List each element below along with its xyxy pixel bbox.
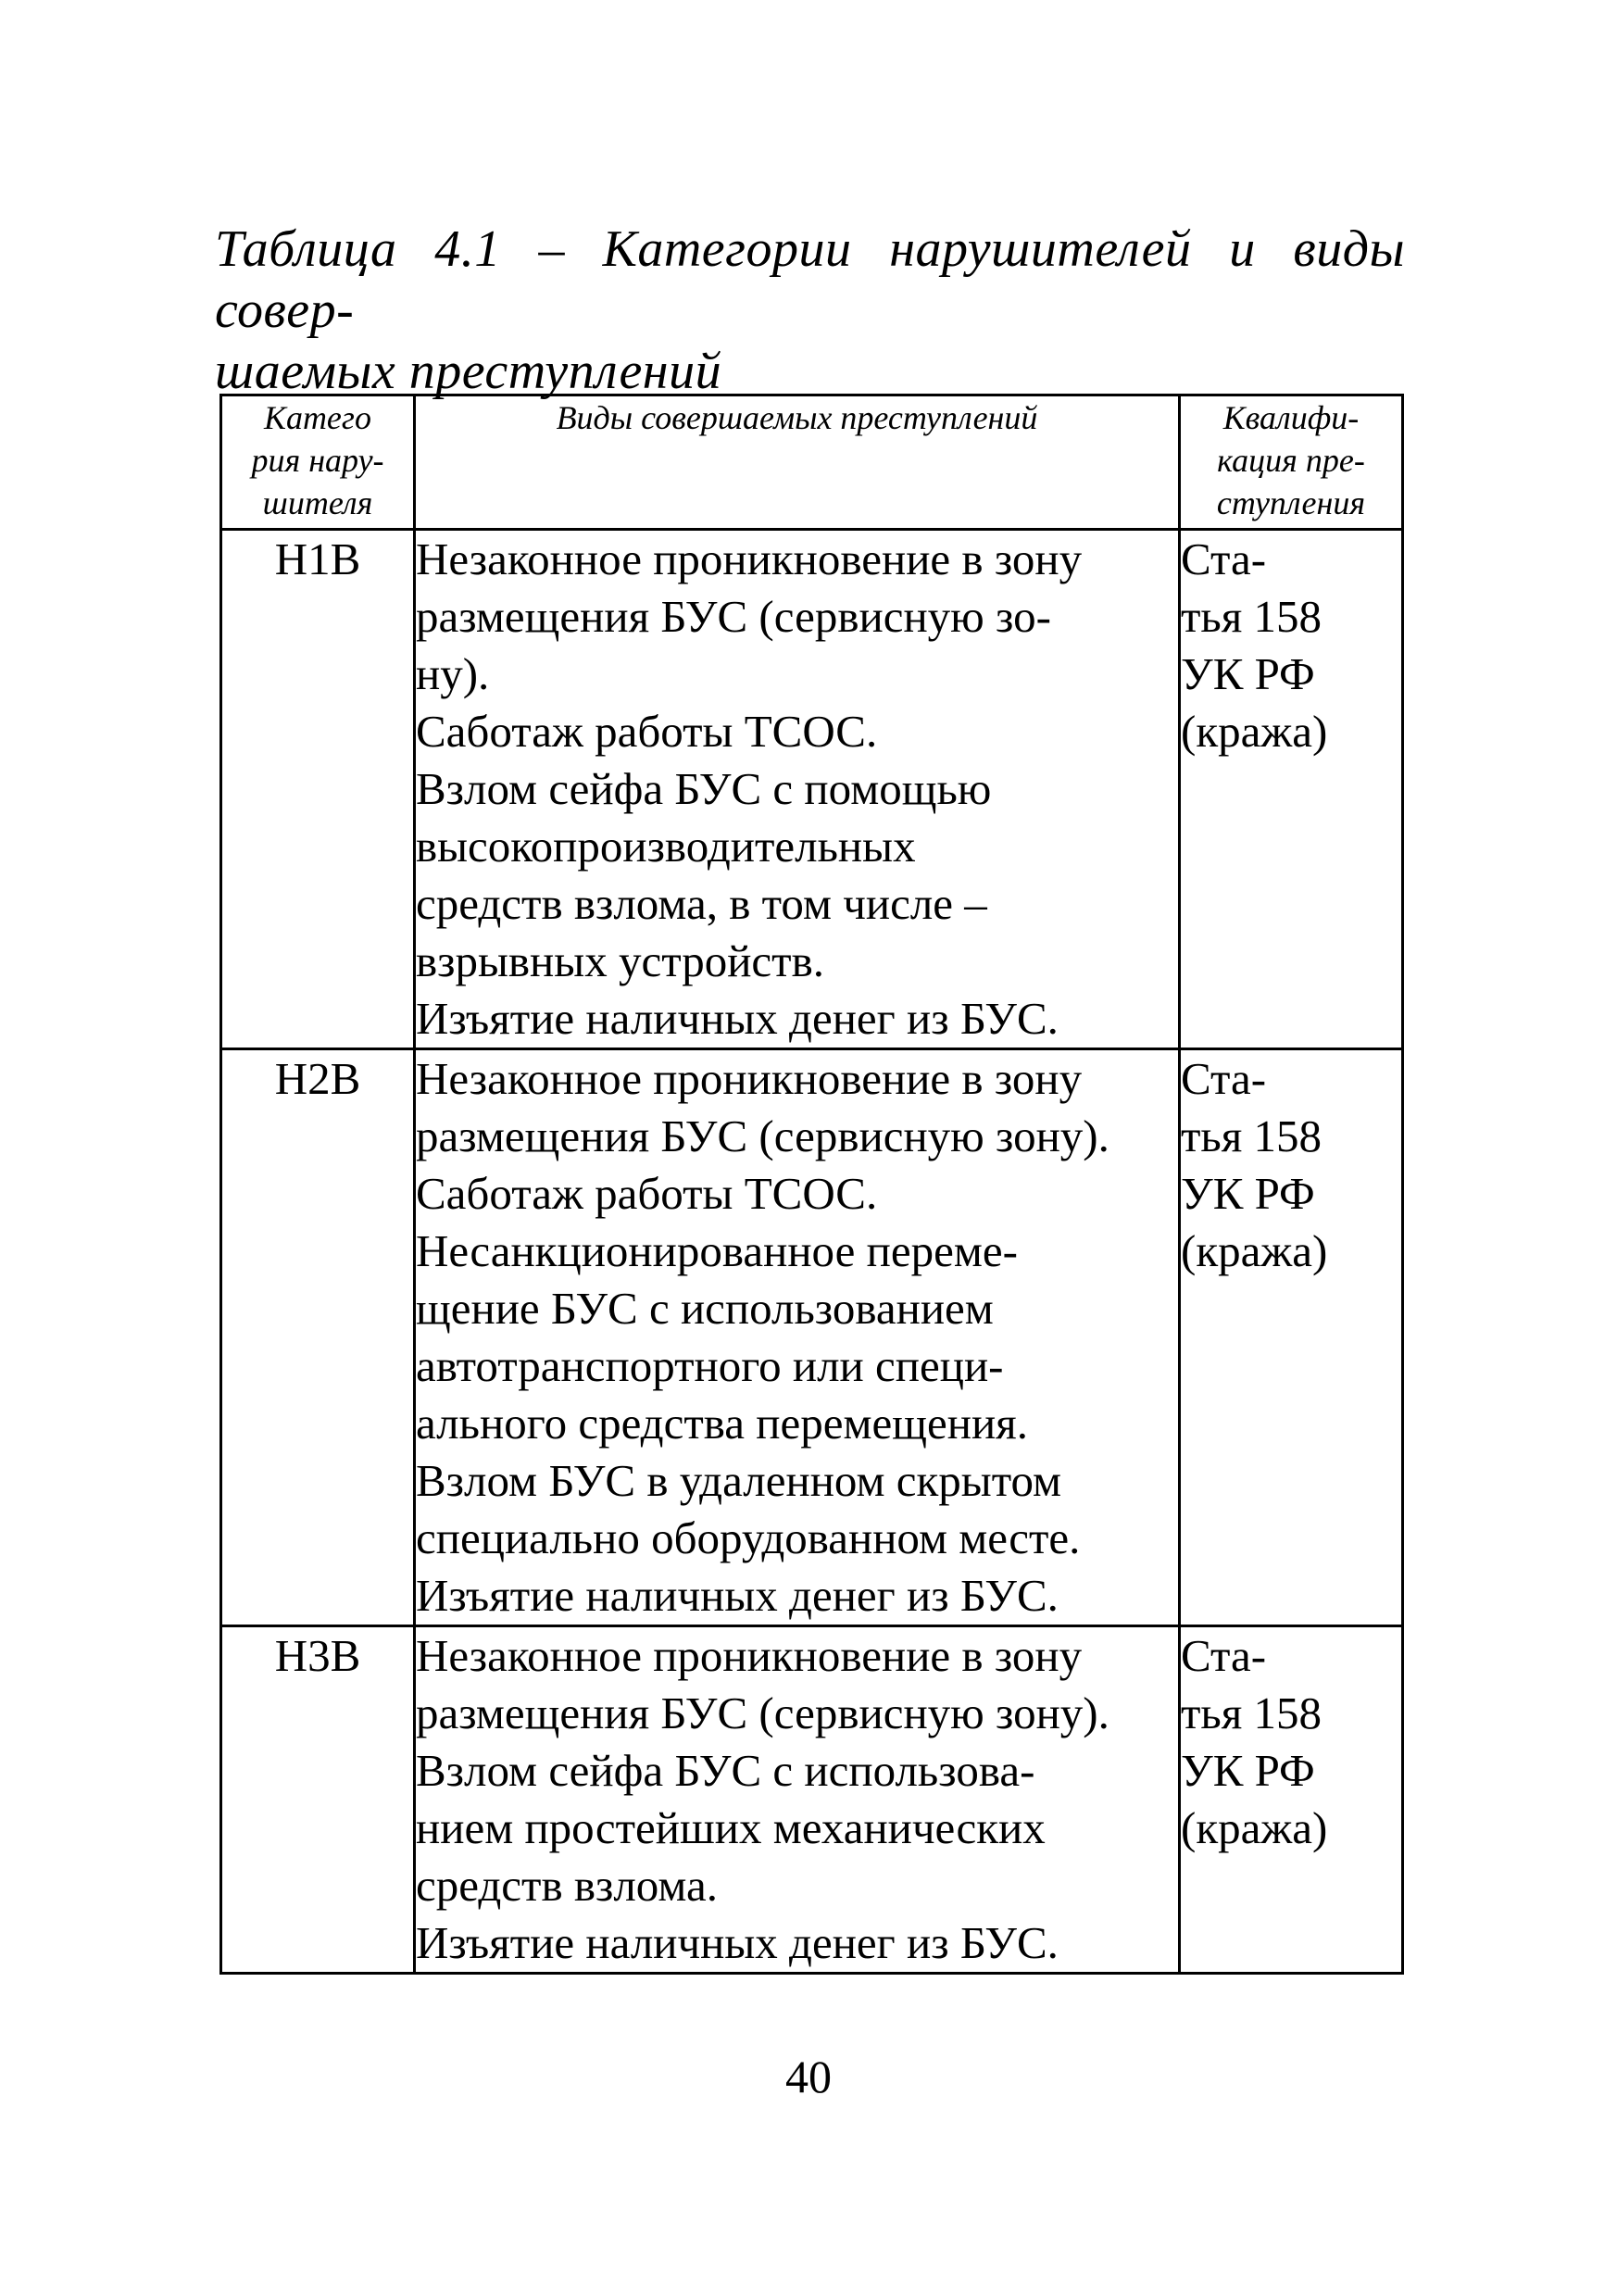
crime-line: Взлом БУС в удаленном скрытом (416, 1455, 1062, 1506)
header-qualification-line: кация пре- (1217, 442, 1365, 479)
header-qualification (1180, 395, 1403, 530)
crime-line: Несанкционированное переме- (416, 1225, 1018, 1276)
qualification-line: Ста- (1181, 1053, 1267, 1104)
table-caption (215, 219, 1405, 402)
crime-line: автотранспортного или специ- (416, 1340, 1004, 1391)
crime-line: Саботаж работы ТСОС. (416, 1168, 878, 1219)
table-row (221, 1049, 1403, 1626)
category-cell: Н3В (221, 1626, 415, 1974)
qualification-cell (1180, 530, 1403, 1049)
crime-line: ну). (416, 648, 490, 699)
header-crimes (415, 395, 1180, 530)
crimes-cell (415, 1626, 1180, 1974)
crime-line: взрывных устройств. (416, 935, 824, 986)
table-header-row (221, 395, 1403, 530)
crime-line: щение БУС с использованием (416, 1283, 994, 1334)
qualification-line: (кража) (1181, 1802, 1328, 1853)
crime-line: Незаконное проникновение в зону (416, 1053, 1083, 1104)
crime-line: высокопроизводительных (416, 821, 916, 872)
qualification-cell (1180, 1049, 1403, 1626)
qualification-line: Ста- (1181, 533, 1267, 584)
category-cell: Н2В (221, 1049, 415, 1626)
qualification-line: (кража) (1181, 706, 1328, 757)
crime-line: средств взлома. (416, 1860, 719, 1911)
header-category (221, 395, 415, 530)
crimes-cell (415, 530, 1180, 1049)
header-qualification-line: ступления (1216, 484, 1366, 521)
crime-line: нием простейших механических (416, 1802, 1046, 1853)
crime-line: Изъятие наличных денег из БУС. (416, 1570, 1059, 1621)
crime-line: размещения БУС (сервисную зо- (416, 591, 1051, 642)
table-caption-line-2: шаемых преступлений (215, 343, 722, 400)
crime-line: ального средства перемещения. (416, 1398, 1028, 1449)
crime-line: Незаконное проникновение в зону (416, 533, 1083, 584)
table-caption-line-1: Таблица 4.1 – Категории нарушителей и виды совер- (215, 220, 1405, 339)
crime-line: Взлом сейфа БУС с помощью (416, 763, 992, 814)
crime-line: Взлом сейфа БУС с использова- (416, 1745, 1035, 1796)
offender-categories-table (219, 394, 1404, 1975)
crime-line: специально оборудованном месте. (416, 1512, 1081, 1563)
qualification-line: (кража) (1181, 1225, 1328, 1276)
qualification-line: тья 158 (1181, 1687, 1322, 1738)
crimes-cell (415, 1049, 1180, 1626)
crime-line: размещения БУС (сервисную зону). (416, 1110, 1109, 1161)
category-cell: Н1В (221, 530, 415, 1049)
qualification-line: тья 158 (1181, 591, 1322, 642)
crime-line: Изъятие наличных денег из БУС. (416, 1917, 1059, 1968)
crime-line: Саботаж работы ТСОС. (416, 706, 878, 757)
crime-line: средств взлома, в том числе – (416, 878, 987, 929)
qualification-line: тья 158 (1181, 1110, 1322, 1161)
qualification-line: УК РФ (1181, 1168, 1315, 1219)
crime-line: Изъятие наличных денег из БУС. (416, 993, 1059, 1044)
crime-line: размещения БУС (сервисную зону). (416, 1687, 1109, 1738)
table-row (221, 530, 1403, 1049)
header-crimes-line: Виды совершаемых преступлений (556, 399, 1038, 436)
qualification-cell (1180, 1626, 1403, 1974)
header-category-line: шителя (262, 484, 373, 521)
header-qualification-line: Квалифи- (1222, 399, 1360, 436)
header-category-line: рия нару- (251, 442, 384, 479)
qualification-line: УК РФ (1181, 648, 1315, 699)
qualification-line: Ста- (1181, 1630, 1267, 1681)
header-category-line: Катего (264, 399, 371, 436)
crime-line: Незаконное проникновение в зону (416, 1630, 1083, 1681)
page-number: 40 (785, 2051, 832, 2102)
qualification-line: УК РФ (1181, 1745, 1315, 1796)
table-row (221, 1626, 1403, 1974)
